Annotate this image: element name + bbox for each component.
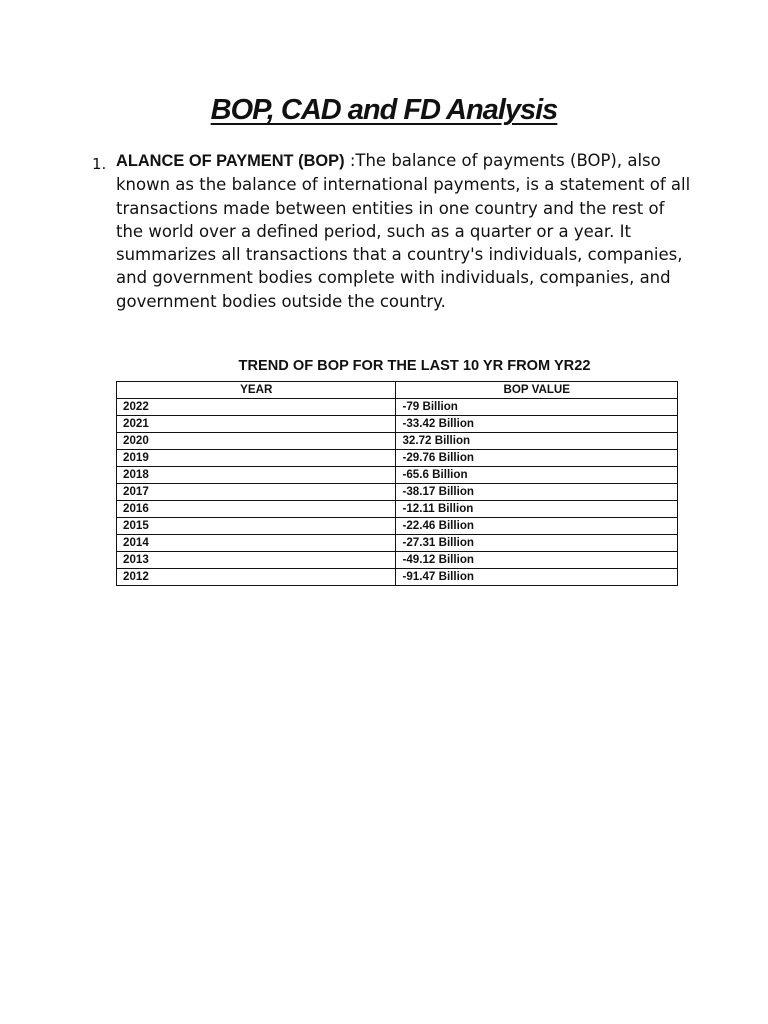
bop-value-cell: -65.6 Billion xyxy=(396,467,678,484)
bop-value-cell: -49.12 Billion xyxy=(396,552,678,569)
year-cell: 2020 xyxy=(117,433,396,450)
year-cell: 2014 xyxy=(117,535,396,552)
header-year: YEAR xyxy=(117,382,396,399)
year-cell: 2016 xyxy=(117,501,396,518)
table-row xyxy=(117,552,678,569)
table-row xyxy=(117,518,678,535)
page-title: BOP, CAD and FD Analysis xyxy=(210,94,558,126)
bop-value-cell: -79 Billion xyxy=(396,399,678,416)
list-item-number: 1. xyxy=(92,155,107,173)
year-cell: 2022 xyxy=(117,399,396,416)
table-row xyxy=(117,501,678,518)
bop-value-cell: -29.76 Billion xyxy=(396,450,678,467)
table-row xyxy=(117,450,678,467)
table-row xyxy=(117,467,678,484)
item-heading: ALANCE OF PAYMENT (BOP) xyxy=(116,152,345,170)
table-row xyxy=(117,484,678,501)
table-row xyxy=(117,416,678,433)
table-row xyxy=(117,535,678,552)
bop-value-cell: -12.11 Billion xyxy=(396,501,678,518)
header-bop-value: BOP VALUE xyxy=(396,382,678,399)
year-cell: 2021 xyxy=(117,416,396,433)
table-row xyxy=(117,399,678,416)
table-header-row xyxy=(117,382,678,399)
year-cell: 2019 xyxy=(117,450,396,467)
year-cell: 2018 xyxy=(117,467,396,484)
table-title: TREND OF BOP FOR THE LAST 10 YR FROM YR22 xyxy=(238,358,591,374)
bop-value-cell: -38.17 Billion xyxy=(396,484,678,501)
bop-value-cell: -27.31 Billion xyxy=(396,535,678,552)
table-row xyxy=(117,433,678,450)
list-item-paragraph xyxy=(116,149,696,313)
bop-value-cell: -91.47 Billion xyxy=(396,569,678,586)
year-cell: 2013 xyxy=(117,552,396,569)
bop-value-cell: 32.72 Billion xyxy=(396,433,678,450)
table-row xyxy=(117,569,678,586)
bop-value-cell: -33.42 Billion xyxy=(396,416,678,433)
year-cell: 2015 xyxy=(117,518,396,535)
bop-trend-table xyxy=(116,381,678,586)
item-text: :The balance of payments (BOP), also known as the balance of international payments, is a statement of all transactions made between entities in one country and the rest of the world over a defined period, such as a quarter or a year. It summarizes all transactions that a country's individuals, companies, and government bodies complete with individuals, companies, and government bodies outside the country. xyxy=(116,151,691,311)
year-cell: 2017 xyxy=(117,484,396,501)
year-cell: 2012 xyxy=(117,569,396,586)
bop-value-cell: -22.46 Billion xyxy=(396,518,678,535)
